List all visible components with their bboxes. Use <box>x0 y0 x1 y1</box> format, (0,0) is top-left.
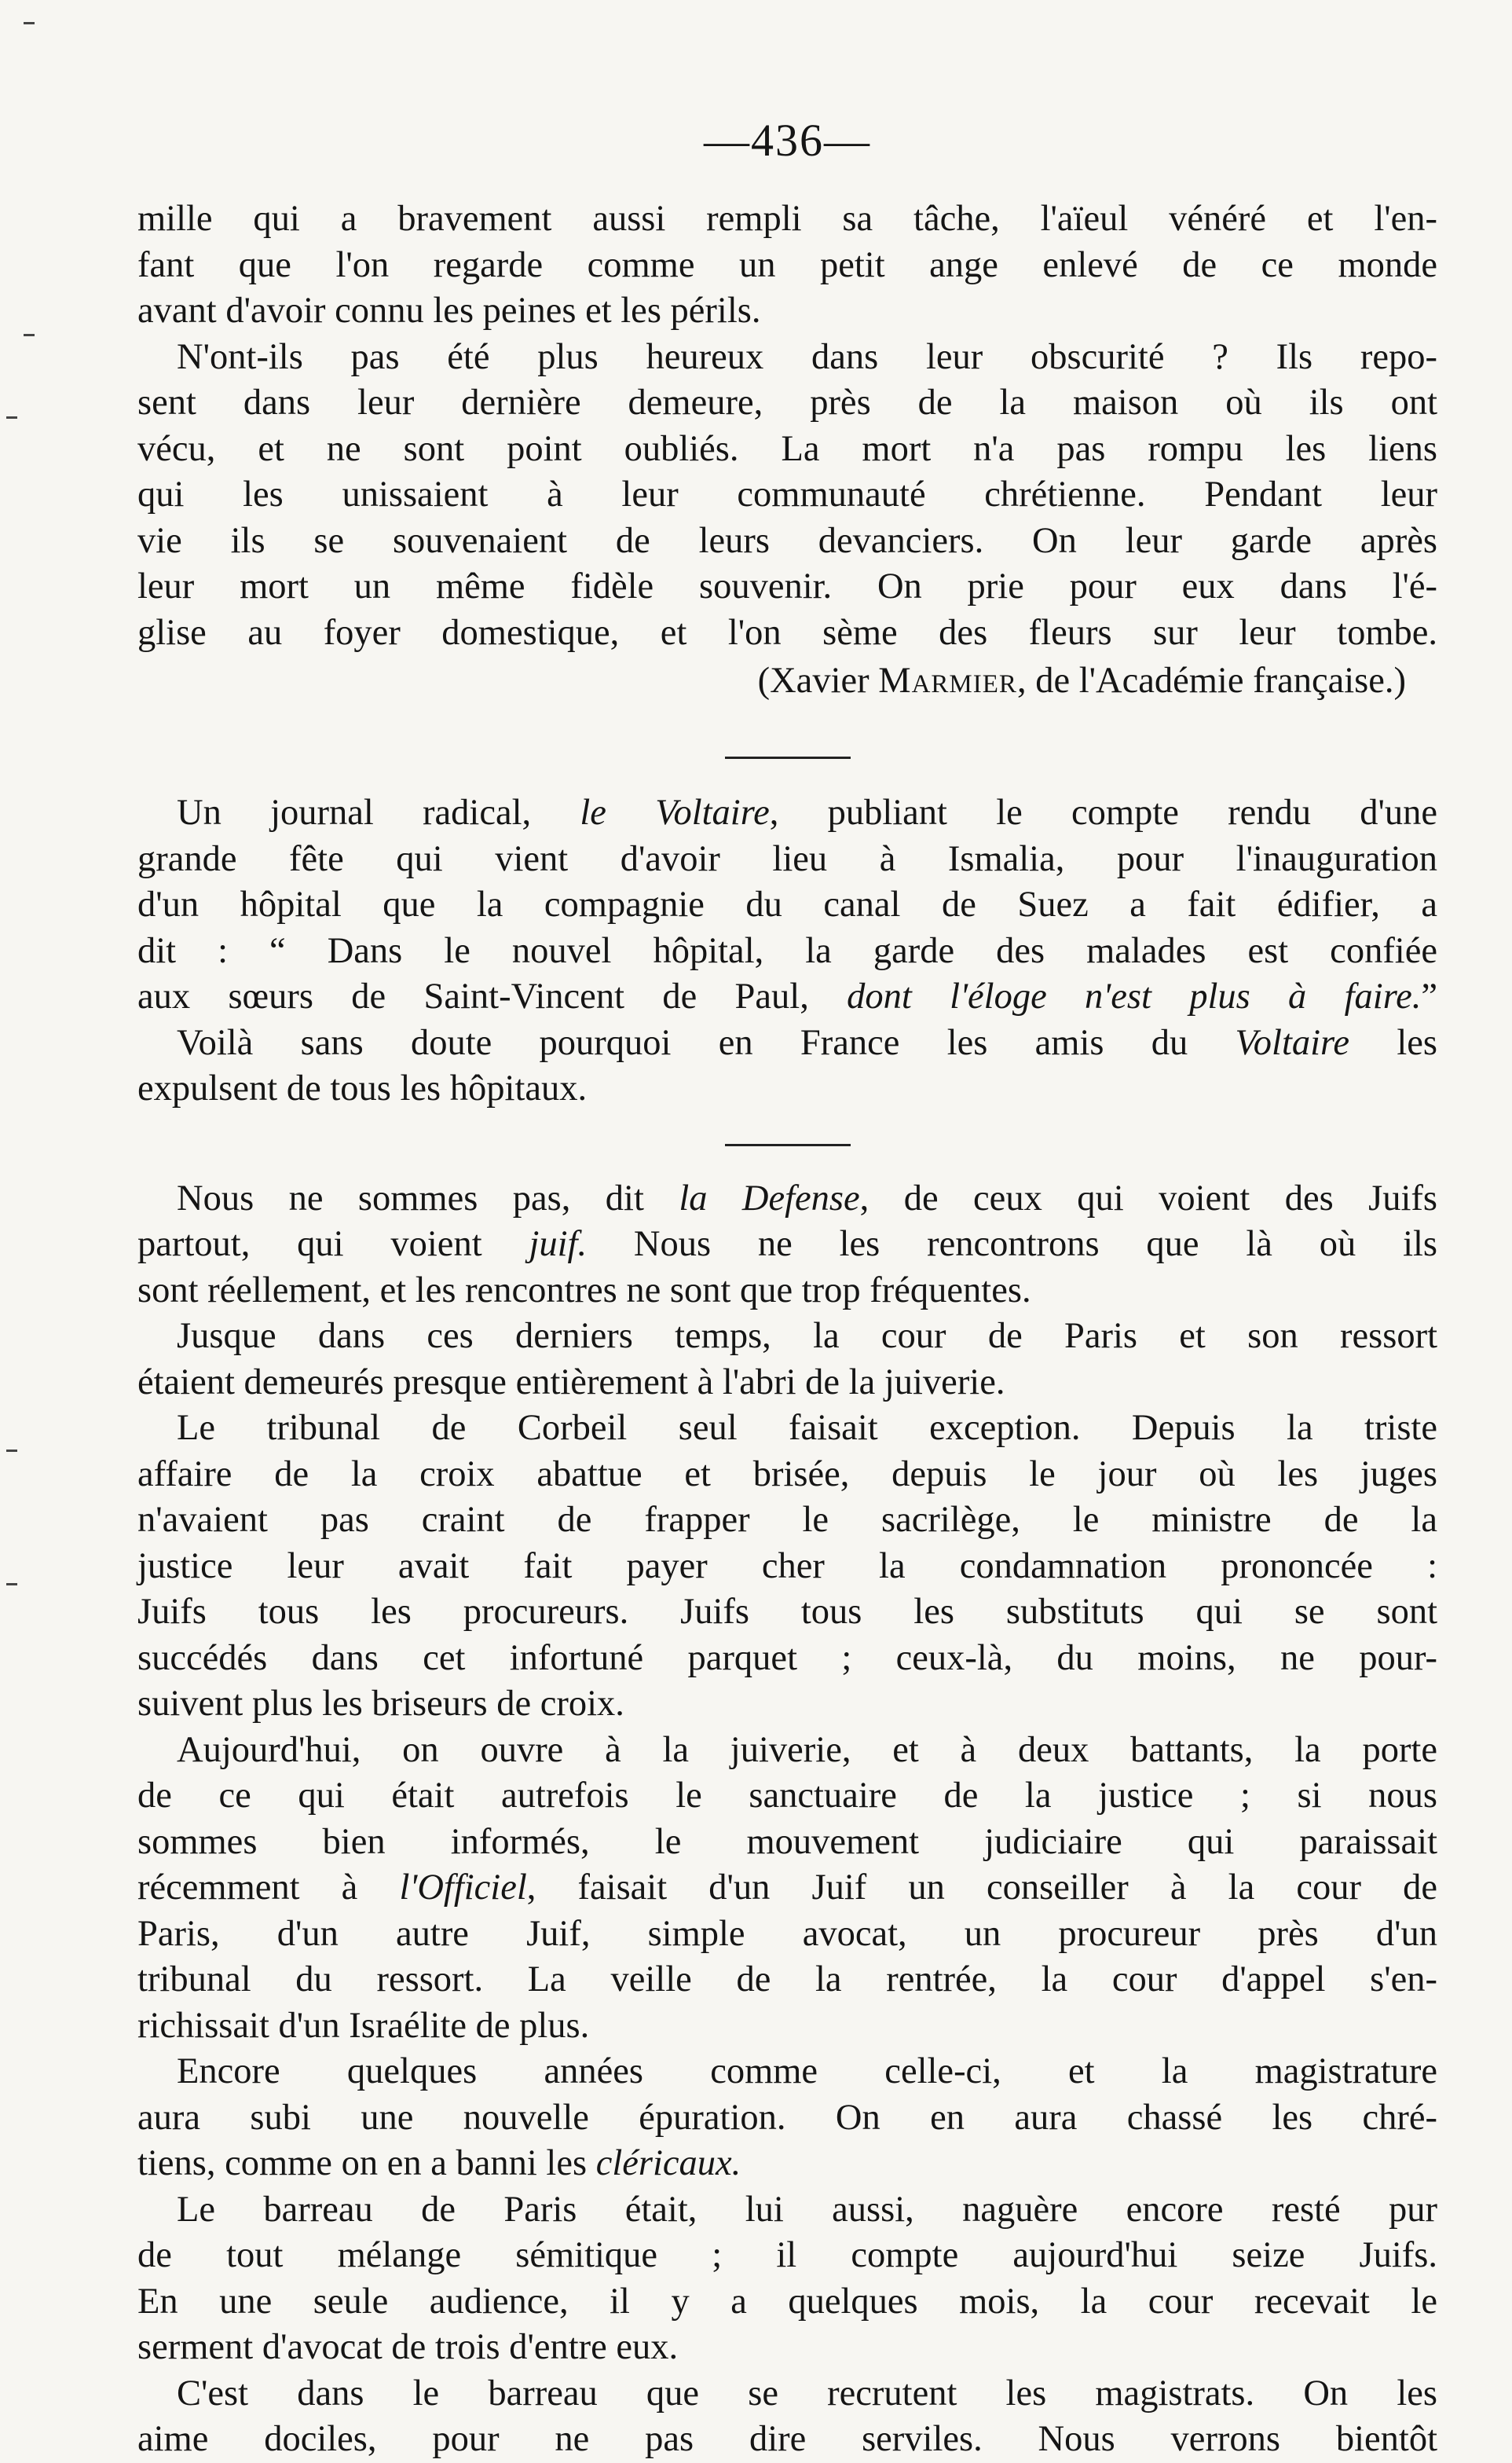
text-line: sont réellement, et les rencontres ne sont que trop fréquentes. <box>137 1270 1031 1310</box>
text-line: vie ils se souvenaient de leurs devanciers. On leur garde après <box>137 520 1437 561</box>
italic-run: dont l'éloge n'est plus à faire. <box>847 977 1422 1017</box>
text-line: dit : “ Dans le nouvel hôpital, la garde des malades est confiée <box>137 930 1437 971</box>
text-line: leur mort un même fidèle souvenir. On prie pour eux dans l'é- <box>137 566 1437 607</box>
text-run: ” <box>1421 977 1437 1017</box>
text-line <box>137 2141 1437 2187</box>
text-run: récemment à <box>137 1867 400 1908</box>
text-line: Le barreau de Paris était, lui aussi, naguère encore resté pur <box>177 2189 1437 2230</box>
text-line: N'ont-ils pas été plus heureux dans leur obscurité ? Ils repo- <box>177 336 1437 377</box>
margin-mark <box>6 1583 17 1585</box>
text-line: tribunal du ressort. La veille de la rentrée, la cour d'appel s'en- <box>137 1959 1437 1999</box>
text-line: aime dociles, pour ne pas dire serviles. Nous verrons bientôt <box>137 2419 1437 2459</box>
text-run: Nous ne les rencontrons que là où ils <box>587 1224 1438 1264</box>
italic-run: la Defense <box>679 1178 860 1219</box>
signature-prefix: (Xavier <box>757 661 879 701</box>
text-line: vécu, et ne sont point oubliés. La mort n'a pas rompu les liens <box>137 428 1437 469</box>
text-line: succédés dans cet infortuné parquet ; ceux-là, du moins, ne pour- <box>137 1637 1437 1678</box>
text-line: sent dans leur dernière demeure, près de la maison où ils ont <box>137 383 1437 423</box>
text-line <box>137 1176 1437 1222</box>
text-line: fant que l'on regarde comme un petit ange enlevé de ce monde <box>137 244 1437 285</box>
text-line <box>137 1021 1437 1067</box>
text-line: expulsent de tous les hôpitaux. <box>137 1068 588 1109</box>
text-line <box>137 1222 1437 1268</box>
italic-run: juif. <box>529 1224 588 1264</box>
text-line: étaient demeurés presque entièrement à l'abri de la juiverie. <box>137 1362 1005 1402</box>
text-run: Un journal radical, <box>177 793 580 833</box>
text-line: affaire de la croix abattue et brisée, depuis le jour où les juges <box>137 1453 1437 1494</box>
paragraph-barreau <box>137 2187 1437 2371</box>
text-line: En une seule audience, il y a quelques mois, la cour recevait le <box>137 2281 1437 2322</box>
text-line: Encore quelques années comme celle-ci, et la magistrature <box>177 2051 1437 2091</box>
text-line: n'avaient pas craint de frapper le sacrilège, le ministre de la <box>137 1500 1437 1540</box>
text-line: aura subi une nouvelle épuration. On en aura chassé les chré- <box>137 2097 1437 2138</box>
signature-name: Marmier <box>878 661 1017 701</box>
text-line: C'est dans le barreau que se recrutent les magistrats. On les <box>177 2373 1437 2414</box>
section-divider <box>725 1144 851 1146</box>
text-run: , de ceux qui voient des Juifs <box>859 1178 1437 1219</box>
text-line: serment d'avocat de trois d'entre eux. <box>137 2327 679 2367</box>
text-line: qui les unissaient à leur communauté chrétienne. Pendant leur <box>137 475 1437 515</box>
text-line: Jusque dans ces derniers temps, la cour de Paris et son ressort <box>177 1316 1437 1356</box>
paragraph-aujourdhui <box>137 1728 1437 2050</box>
text-line: Paris, d'un autre Juif, simple avocat, un procureur près d'un <box>137 1913 1437 1954</box>
text-run: Voilà sans doute pourquoi en France les amis du <box>177 1022 1236 1063</box>
text-line: de tout mélange sémitique ; il compte aujourd'hui seize Juifs. <box>137 2235 1437 2275</box>
text-line: suivent plus les briseurs de croix. <box>137 1684 624 1724</box>
italic-run: cléricaux. <box>595 2143 741 2183</box>
text-line: mille qui a bravement aussi rempli sa tâche, l'aïeul vénéré et l'en- <box>137 199 1437 239</box>
text-line: de ce qui était autrefois le sanctuaire de la justice ; si nous <box>137 1776 1437 1816</box>
section-divider <box>725 757 851 759</box>
text-line: avant d'avoir connu les peines et les périls. <box>137 291 761 331</box>
margin-mark <box>24 334 35 336</box>
italic-run: Voltaire <box>1235 1022 1350 1063</box>
paragraph-mille <box>137 196 1437 335</box>
text-run: les <box>1349 1022 1437 1063</box>
margin-mark <box>6 1450 17 1452</box>
text-line: richissait d'un Israélite de plus. <box>137 2005 590 2046</box>
paragraph-voltaire <box>137 790 1437 1112</box>
page-number: —436— <box>704 115 871 166</box>
text-run: aux sœurs de Saint-Vincent de Paul, <box>137 977 848 1017</box>
text-run: partout, qui voient <box>137 1224 529 1264</box>
signature-suffix: , de l'Académie française.) <box>1016 661 1406 701</box>
margin-mark <box>6 416 17 419</box>
paragraph-recrutent <box>137 2371 1437 2463</box>
italic-run: l'Officiel <box>399 1867 527 1908</box>
text-line: grande fête qui vient d'avoir lieu à Ismalia, pour l'inauguration <box>137 838 1437 879</box>
text-run: , publiant le compte rendu d'une <box>769 793 1438 833</box>
author-signature <box>137 658 1406 705</box>
text-run: Nous ne sommes pas, dit <box>177 1178 679 1219</box>
text-line: justice leur avait fait payer cher la condamnation prononcée : <box>137 1545 1437 1586</box>
margin-marks <box>0 0 47 2437</box>
italic-run: le Voltaire <box>580 793 770 833</box>
text-run: , faisait d'un Juif un conseiller à la cour de <box>526 1867 1438 1908</box>
text-line: Aujourd'hui, on ouvre à la juiverie, et à deux battants, la porte <box>177 1729 1437 1770</box>
text-line <box>137 790 1437 837</box>
text-line: sommes bien informés, le mouvement judiciaire qui paraissait <box>137 1821 1437 1862</box>
paragraph-nont-ils <box>137 335 1437 657</box>
paragraph-encore <box>137 2049 1437 2187</box>
text-line <box>137 974 1437 1021</box>
paragraph-jusque <box>137 1314 1437 1406</box>
margin-mark <box>24 22 35 24</box>
text-run: tiens, comme on en a banni les <box>137 2143 596 2183</box>
paragraph-corbeil <box>137 1406 1437 1728</box>
paragraph-defense <box>137 1176 1437 1314</box>
text-line: Juifs tous les procureurs. Juifs tous les substituts qui se sont <box>137 1592 1437 1632</box>
text-line: Le tribunal de Corbeil seul faisait exception. Depuis la triste <box>177 1408 1437 1448</box>
text-line <box>137 1865 1437 1911</box>
text-line: d'un hôpital que la compagnie du canal de Suez a fait édifier, a <box>137 885 1437 925</box>
text-line: glise au foyer domestique, et l'on sème des fleurs sur leur tombe. <box>137 612 1437 653</box>
